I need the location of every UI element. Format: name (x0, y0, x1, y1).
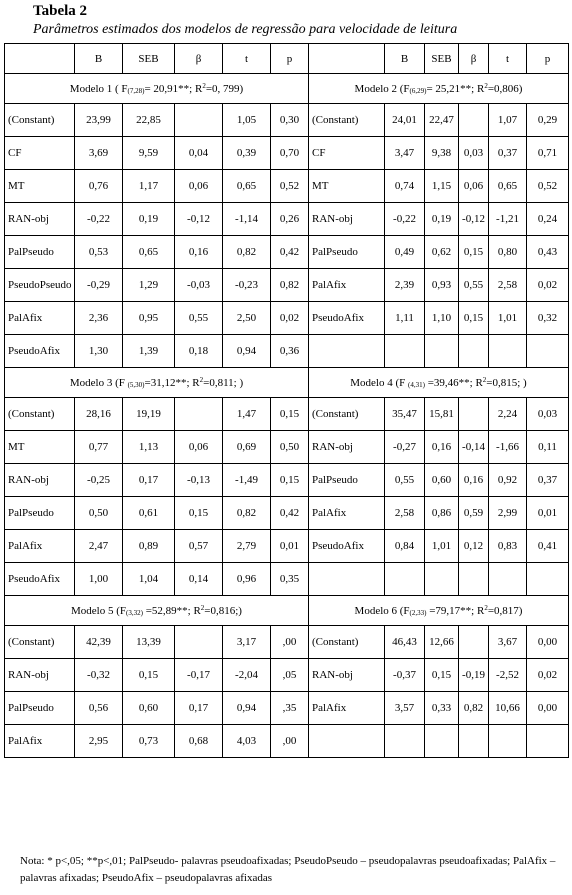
value-cell: 1,17 (123, 170, 175, 203)
value-cell: 0,37 (489, 137, 527, 170)
value-cell: 0,65 (489, 170, 527, 203)
header-beta: β (459, 44, 489, 74)
model-label-pre: Modelo 6 (F (354, 605, 410, 617)
value-cell: 0,68 (175, 725, 223, 758)
value-cell: 3,17 (223, 626, 271, 659)
value-cell: -0,22 (75, 203, 123, 236)
value-cell (425, 725, 459, 758)
value-cell: 0,26 (271, 203, 309, 236)
value-cell: 0,42 (271, 236, 309, 269)
value-cell: 0,32 (527, 302, 569, 335)
variable-label: RAN-obj (5, 659, 75, 692)
value-cell: 0,33 (425, 692, 459, 725)
value-cell: 42,39 (75, 626, 123, 659)
variable-label: PseudoAfix (309, 530, 385, 563)
value-cell: 3,69 (75, 137, 123, 170)
value-cell: 0,55 (175, 302, 223, 335)
value-cell: 0,80 (489, 236, 527, 269)
value-cell: -0,14 (459, 431, 489, 464)
value-cell: 0,15 (459, 236, 489, 269)
value-cell (385, 725, 425, 758)
header-t: t (489, 44, 527, 74)
value-cell (175, 626, 223, 659)
model-label-sub: (4,31) (408, 381, 425, 389)
table-subtitle: Parâmetros estimados dos modelos de regressão para velocidade de leitura (33, 22, 458, 37)
variable-label: PalPseudo (309, 236, 385, 269)
variable-label: RAN-obj (5, 464, 75, 497)
table-row (5, 137, 569, 170)
value-cell (385, 335, 425, 368)
value-cell: 0,73 (123, 725, 175, 758)
model-label-sup: 2 (484, 604, 488, 612)
value-cell: -0,32 (75, 659, 123, 692)
variable-label (309, 563, 385, 596)
model-label-post: =0,811; ) (203, 377, 244, 389)
value-cell: 1,01 (425, 530, 459, 563)
variable-label: PalAfix (5, 302, 75, 335)
value-cell: 3,67 (489, 626, 527, 659)
model-label-sup: 2 (484, 82, 488, 90)
value-cell: 0,39 (223, 137, 271, 170)
value-cell: 0,02 (271, 302, 309, 335)
value-cell (459, 398, 489, 431)
value-cell: 0,82 (271, 269, 309, 302)
value-cell: -0,03 (175, 269, 223, 302)
value-cell: 0,61 (123, 497, 175, 530)
value-cell: 0,17 (123, 464, 175, 497)
table-row (5, 725, 569, 758)
header-p: p (271, 44, 309, 74)
value-cell (527, 563, 569, 596)
value-cell: 0,60 (123, 692, 175, 725)
value-cell: 2,79 (223, 530, 271, 563)
model-label-mid: =52,89**; R (142, 605, 201, 617)
variable-label (309, 725, 385, 758)
table-row (5, 170, 569, 203)
model-label-sub: (5,30) (127, 381, 145, 389)
value-cell: 0,01 (527, 497, 569, 530)
value-cell (489, 725, 527, 758)
value-cell: 9,59 (123, 137, 175, 170)
value-cell: 28,16 (75, 398, 123, 431)
value-cell: 0,41 (527, 530, 569, 563)
value-cell: 0,50 (75, 497, 123, 530)
model-label-sup: 2 (199, 376, 204, 384)
value-cell (459, 563, 489, 596)
value-cell (425, 563, 459, 596)
value-cell: 0,55 (385, 464, 425, 497)
value-cell: 0,93 (425, 269, 459, 302)
value-cell: 1,10 (425, 302, 459, 335)
header-seb: SEB (123, 44, 175, 74)
value-cell: 0,74 (385, 170, 425, 203)
value-cell: 0,55 (459, 269, 489, 302)
value-cell: 0,57 (175, 530, 223, 563)
model-label-sub: (6,29) (409, 87, 427, 95)
header-t: t (223, 44, 271, 74)
value-cell: 0,06 (175, 170, 223, 203)
value-cell: 0,95 (123, 302, 175, 335)
value-cell: -0,17 (175, 659, 223, 692)
variable-label: PalAfix (5, 725, 75, 758)
header-empty-cell (309, 44, 385, 74)
value-cell: 0,03 (527, 398, 569, 431)
model-label-pre: Modelo 5 (F (71, 605, 127, 617)
value-cell: 1,04 (123, 563, 175, 596)
value-cell: 0,62 (425, 236, 459, 269)
value-cell: 3,57 (385, 692, 425, 725)
model-label-post: =0,816;) (204, 605, 242, 617)
value-cell (175, 398, 223, 431)
variable-label: (Constant) (5, 104, 75, 137)
value-cell: 0,65 (223, 170, 271, 203)
table-row (5, 563, 569, 596)
value-cell: 0,15 (271, 398, 309, 431)
header-b: B (385, 44, 425, 74)
value-cell: 1,39 (123, 335, 175, 368)
value-cell: 0,03 (459, 137, 489, 170)
value-cell: 0,82 (223, 497, 271, 530)
model-label-mid: = 25,21**; R (426, 83, 485, 95)
variable-label: PalAfix (5, 530, 75, 563)
value-cell: 0,42 (271, 497, 309, 530)
model-label-mid: =39,46**; R (424, 377, 483, 389)
value-cell: 2,39 (385, 269, 425, 302)
value-cell: -0,25 (75, 464, 123, 497)
table-row (5, 335, 569, 368)
value-cell: 19,19 (123, 398, 175, 431)
table-row (5, 464, 569, 497)
value-cell: 0,16 (459, 464, 489, 497)
value-cell: -2,52 (489, 659, 527, 692)
value-cell: -0,37 (385, 659, 425, 692)
variable-label: PseudoAfix (309, 302, 385, 335)
table-row (5, 626, 569, 659)
value-cell (385, 563, 425, 596)
value-cell: 1,01 (489, 302, 527, 335)
value-cell: 0,94 (223, 692, 271, 725)
value-cell: 1,15 (425, 170, 459, 203)
value-cell: 4,03 (223, 725, 271, 758)
value-cell (459, 335, 489, 368)
model-label-pre: Modelo 3 (F (69, 377, 128, 389)
value-cell: 0,12 (459, 530, 489, 563)
value-cell: ,00 (271, 626, 309, 659)
table-row (5, 203, 569, 236)
value-cell: 0,30 (271, 104, 309, 137)
value-cell: 12,66 (425, 626, 459, 659)
variable-label: PalPseudo (309, 464, 385, 497)
value-cell: -0,12 (175, 203, 223, 236)
value-cell: 0,01 (271, 530, 309, 563)
value-cell: 0,15 (459, 302, 489, 335)
value-cell: 0,89 (123, 530, 175, 563)
value-cell: 0,06 (175, 431, 223, 464)
model-header-row (5, 596, 569, 626)
variable-label: PalAfix (309, 692, 385, 725)
model-label-pre: Modelo 1 ( F (69, 83, 128, 95)
variable-label: CF (5, 137, 75, 170)
value-cell: 0,83 (489, 530, 527, 563)
value-cell: 0,00 (527, 626, 569, 659)
value-cell: -0,22 (385, 203, 425, 236)
table-row (5, 236, 569, 269)
model-label-post: =0,806) (487, 83, 523, 95)
table-row (5, 497, 569, 530)
value-cell: 0,04 (175, 137, 223, 170)
value-cell: 0,18 (175, 335, 223, 368)
value-cell: 0,69 (223, 431, 271, 464)
header-seb: SEB (425, 44, 459, 74)
value-cell: 0,29 (527, 104, 569, 137)
value-cell: 10,66 (489, 692, 527, 725)
value-cell: 13,39 (123, 626, 175, 659)
value-cell: -1,21 (489, 203, 527, 236)
model-label-sub: (2,33) (409, 609, 427, 617)
value-cell: 0,94 (223, 335, 271, 368)
variable-label: PseudoAfix (5, 563, 75, 596)
model-header-row (5, 74, 569, 104)
value-cell: 0,02 (527, 269, 569, 302)
model-label-mid: =31,12**; R (144, 377, 200, 389)
value-cell: 0,02 (527, 659, 569, 692)
variable-label: PalAfix (309, 269, 385, 302)
value-cell: 0,82 (223, 236, 271, 269)
table-row (5, 398, 569, 431)
value-cell: 15,81 (425, 398, 459, 431)
value-cell: 0,82 (459, 692, 489, 725)
model-label-pre: Modelo 4 (F (350, 377, 409, 389)
value-cell (459, 104, 489, 137)
value-cell: -0,23 (223, 269, 271, 302)
value-cell: 0,92 (489, 464, 527, 497)
value-cell: 22,85 (123, 104, 175, 137)
header-row (5, 44, 569, 74)
table-note: Nota: * p<,05; **p<,01; PalPseudo- palavras pseudoafixadas; PseudoPseudo – pseudopalavras pseudoafixadas; PalAfix – palavras afixadas; PseudoAfix – pseudopalavras afixadas (20, 855, 556, 884)
variable-label: MT (5, 431, 75, 464)
value-cell: 22,47 (425, 104, 459, 137)
model-label-mid: =79,17**; R (426, 605, 485, 617)
value-cell: 1,07 (489, 104, 527, 137)
table-row (5, 530, 569, 563)
variable-label: PseudoPseudo (5, 269, 75, 302)
variable-label: MT (5, 170, 75, 203)
model-label (5, 368, 309, 398)
value-cell: 0,17 (175, 692, 223, 725)
variable-label: PalPseudo (5, 692, 75, 725)
value-cell: 2,50 (223, 302, 271, 335)
model-label-pre: Modelo 2 (F (354, 83, 410, 95)
regression-table (4, 43, 569, 758)
value-cell: -1,66 (489, 431, 527, 464)
variable-label: (Constant) (309, 626, 385, 659)
model-label-sup: 2 (202, 82, 206, 90)
value-cell (489, 335, 527, 368)
value-cell: 0,96 (223, 563, 271, 596)
model-label-post: =0, 799) (205, 83, 244, 95)
value-cell: 23,99 (75, 104, 123, 137)
header-beta: β (175, 44, 223, 74)
variable-label (309, 335, 385, 368)
table-row (5, 302, 569, 335)
value-cell: 0,50 (271, 431, 309, 464)
model-header-row (5, 368, 569, 398)
value-cell: 0,36 (271, 335, 309, 368)
variable-label: RAN-obj (5, 203, 75, 236)
value-cell: 35,47 (385, 398, 425, 431)
variable-label: RAN-obj (309, 431, 385, 464)
model-label-sub: (7,28) (127, 87, 145, 95)
value-cell: -2,04 (223, 659, 271, 692)
model-label-mid: = 20,91**; R (144, 83, 203, 95)
table-row (5, 104, 569, 137)
header-b: B (75, 44, 123, 74)
value-cell: 0,65 (123, 236, 175, 269)
value-cell: 0,53 (75, 236, 123, 269)
variable-label: RAN-obj (309, 203, 385, 236)
value-cell: -0,29 (75, 269, 123, 302)
value-cell: 0,52 (527, 170, 569, 203)
model-label (309, 368, 569, 398)
variable-label: (Constant) (309, 104, 385, 137)
value-cell: 2,24 (489, 398, 527, 431)
value-cell: ,35 (271, 692, 309, 725)
value-cell: 2,95 (75, 725, 123, 758)
value-cell: 0,19 (425, 203, 459, 236)
value-cell: 1,00 (75, 563, 123, 596)
value-cell: 0,43 (527, 236, 569, 269)
value-cell: 3,47 (385, 137, 425, 170)
value-cell: 0,15 (123, 659, 175, 692)
table-row (5, 659, 569, 692)
model-label-sub: (3,32) (126, 609, 143, 617)
value-cell: 0,15 (425, 659, 459, 692)
value-cell: 0,56 (75, 692, 123, 725)
model-label (309, 74, 569, 104)
value-cell: -1,49 (223, 464, 271, 497)
variable-label: PalPseudo (5, 236, 75, 269)
table-row (5, 431, 569, 464)
value-cell: 0,77 (75, 431, 123, 464)
variable-label: PalPseudo (5, 497, 75, 530)
header-p: p (527, 44, 569, 74)
table-title: Tabela 2 (33, 3, 88, 19)
value-cell: 1,30 (75, 335, 123, 368)
variable-label: PseudoAfix (5, 335, 75, 368)
value-cell: 0,84 (385, 530, 425, 563)
model-label (5, 596, 309, 626)
value-cell (527, 335, 569, 368)
value-cell (489, 563, 527, 596)
value-cell: 2,99 (489, 497, 527, 530)
value-cell: 0,11 (527, 431, 569, 464)
value-cell: 0,15 (271, 464, 309, 497)
variable-label: (Constant) (5, 626, 75, 659)
model-label-sup: 2 (482, 376, 487, 384)
value-cell: 2,47 (75, 530, 123, 563)
value-cell: 0,35 (271, 563, 309, 596)
value-cell (459, 626, 489, 659)
value-cell: 1,29 (123, 269, 175, 302)
value-cell: 0,37 (527, 464, 569, 497)
value-cell: 0,16 (425, 431, 459, 464)
model-label-sup: 2 (200, 604, 205, 612)
value-cell: 0,49 (385, 236, 425, 269)
value-cell: -0,19 (459, 659, 489, 692)
value-cell (459, 725, 489, 758)
value-cell: 0,76 (75, 170, 123, 203)
variable-label: (Constant) (309, 398, 385, 431)
value-cell: ,05 (271, 659, 309, 692)
value-cell: 0,14 (175, 563, 223, 596)
value-cell: 1,47 (223, 398, 271, 431)
value-cell: 2,58 (489, 269, 527, 302)
table-row (5, 692, 569, 725)
model-label-post: =0,817) (487, 605, 523, 617)
variable-label: CF (309, 137, 385, 170)
model-label (309, 596, 569, 626)
variable-label: (Constant) (5, 398, 75, 431)
value-cell: 46,43 (385, 626, 425, 659)
variable-label: MT (309, 170, 385, 203)
value-cell: 1,11 (385, 302, 425, 335)
table-row (5, 269, 569, 302)
model-label (5, 74, 309, 104)
value-cell (425, 335, 459, 368)
model-label-post: =0,815; ) (486, 377, 527, 389)
value-cell: -0,13 (175, 464, 223, 497)
variable-label: PalAfix (309, 497, 385, 530)
value-cell (527, 725, 569, 758)
value-cell: 0,00 (527, 692, 569, 725)
value-cell: 0,59 (459, 497, 489, 530)
value-cell: 0,16 (175, 236, 223, 269)
variable-label: RAN-obj (309, 659, 385, 692)
value-cell: -0,12 (459, 203, 489, 236)
header-empty-cell (5, 44, 75, 74)
value-cell: -0,27 (385, 431, 425, 464)
value-cell: 2,36 (75, 302, 123, 335)
value-cell: 24,01 (385, 104, 425, 137)
value-cell: 0,86 (425, 497, 459, 530)
value-cell: 0,06 (459, 170, 489, 203)
value-cell: 0,19 (123, 203, 175, 236)
value-cell: 0,52 (271, 170, 309, 203)
value-cell: 9,38 (425, 137, 459, 170)
value-cell: 1,13 (123, 431, 175, 464)
value-cell: 0,70 (271, 137, 309, 170)
value-cell: ,00 (271, 725, 309, 758)
value-cell: -1,14 (223, 203, 271, 236)
value-cell: 0,71 (527, 137, 569, 170)
value-cell (175, 104, 223, 137)
value-cell: 0,24 (527, 203, 569, 236)
value-cell: 0,60 (425, 464, 459, 497)
value-cell: 1,05 (223, 104, 271, 137)
value-cell: 2,58 (385, 497, 425, 530)
value-cell: 0,15 (175, 497, 223, 530)
